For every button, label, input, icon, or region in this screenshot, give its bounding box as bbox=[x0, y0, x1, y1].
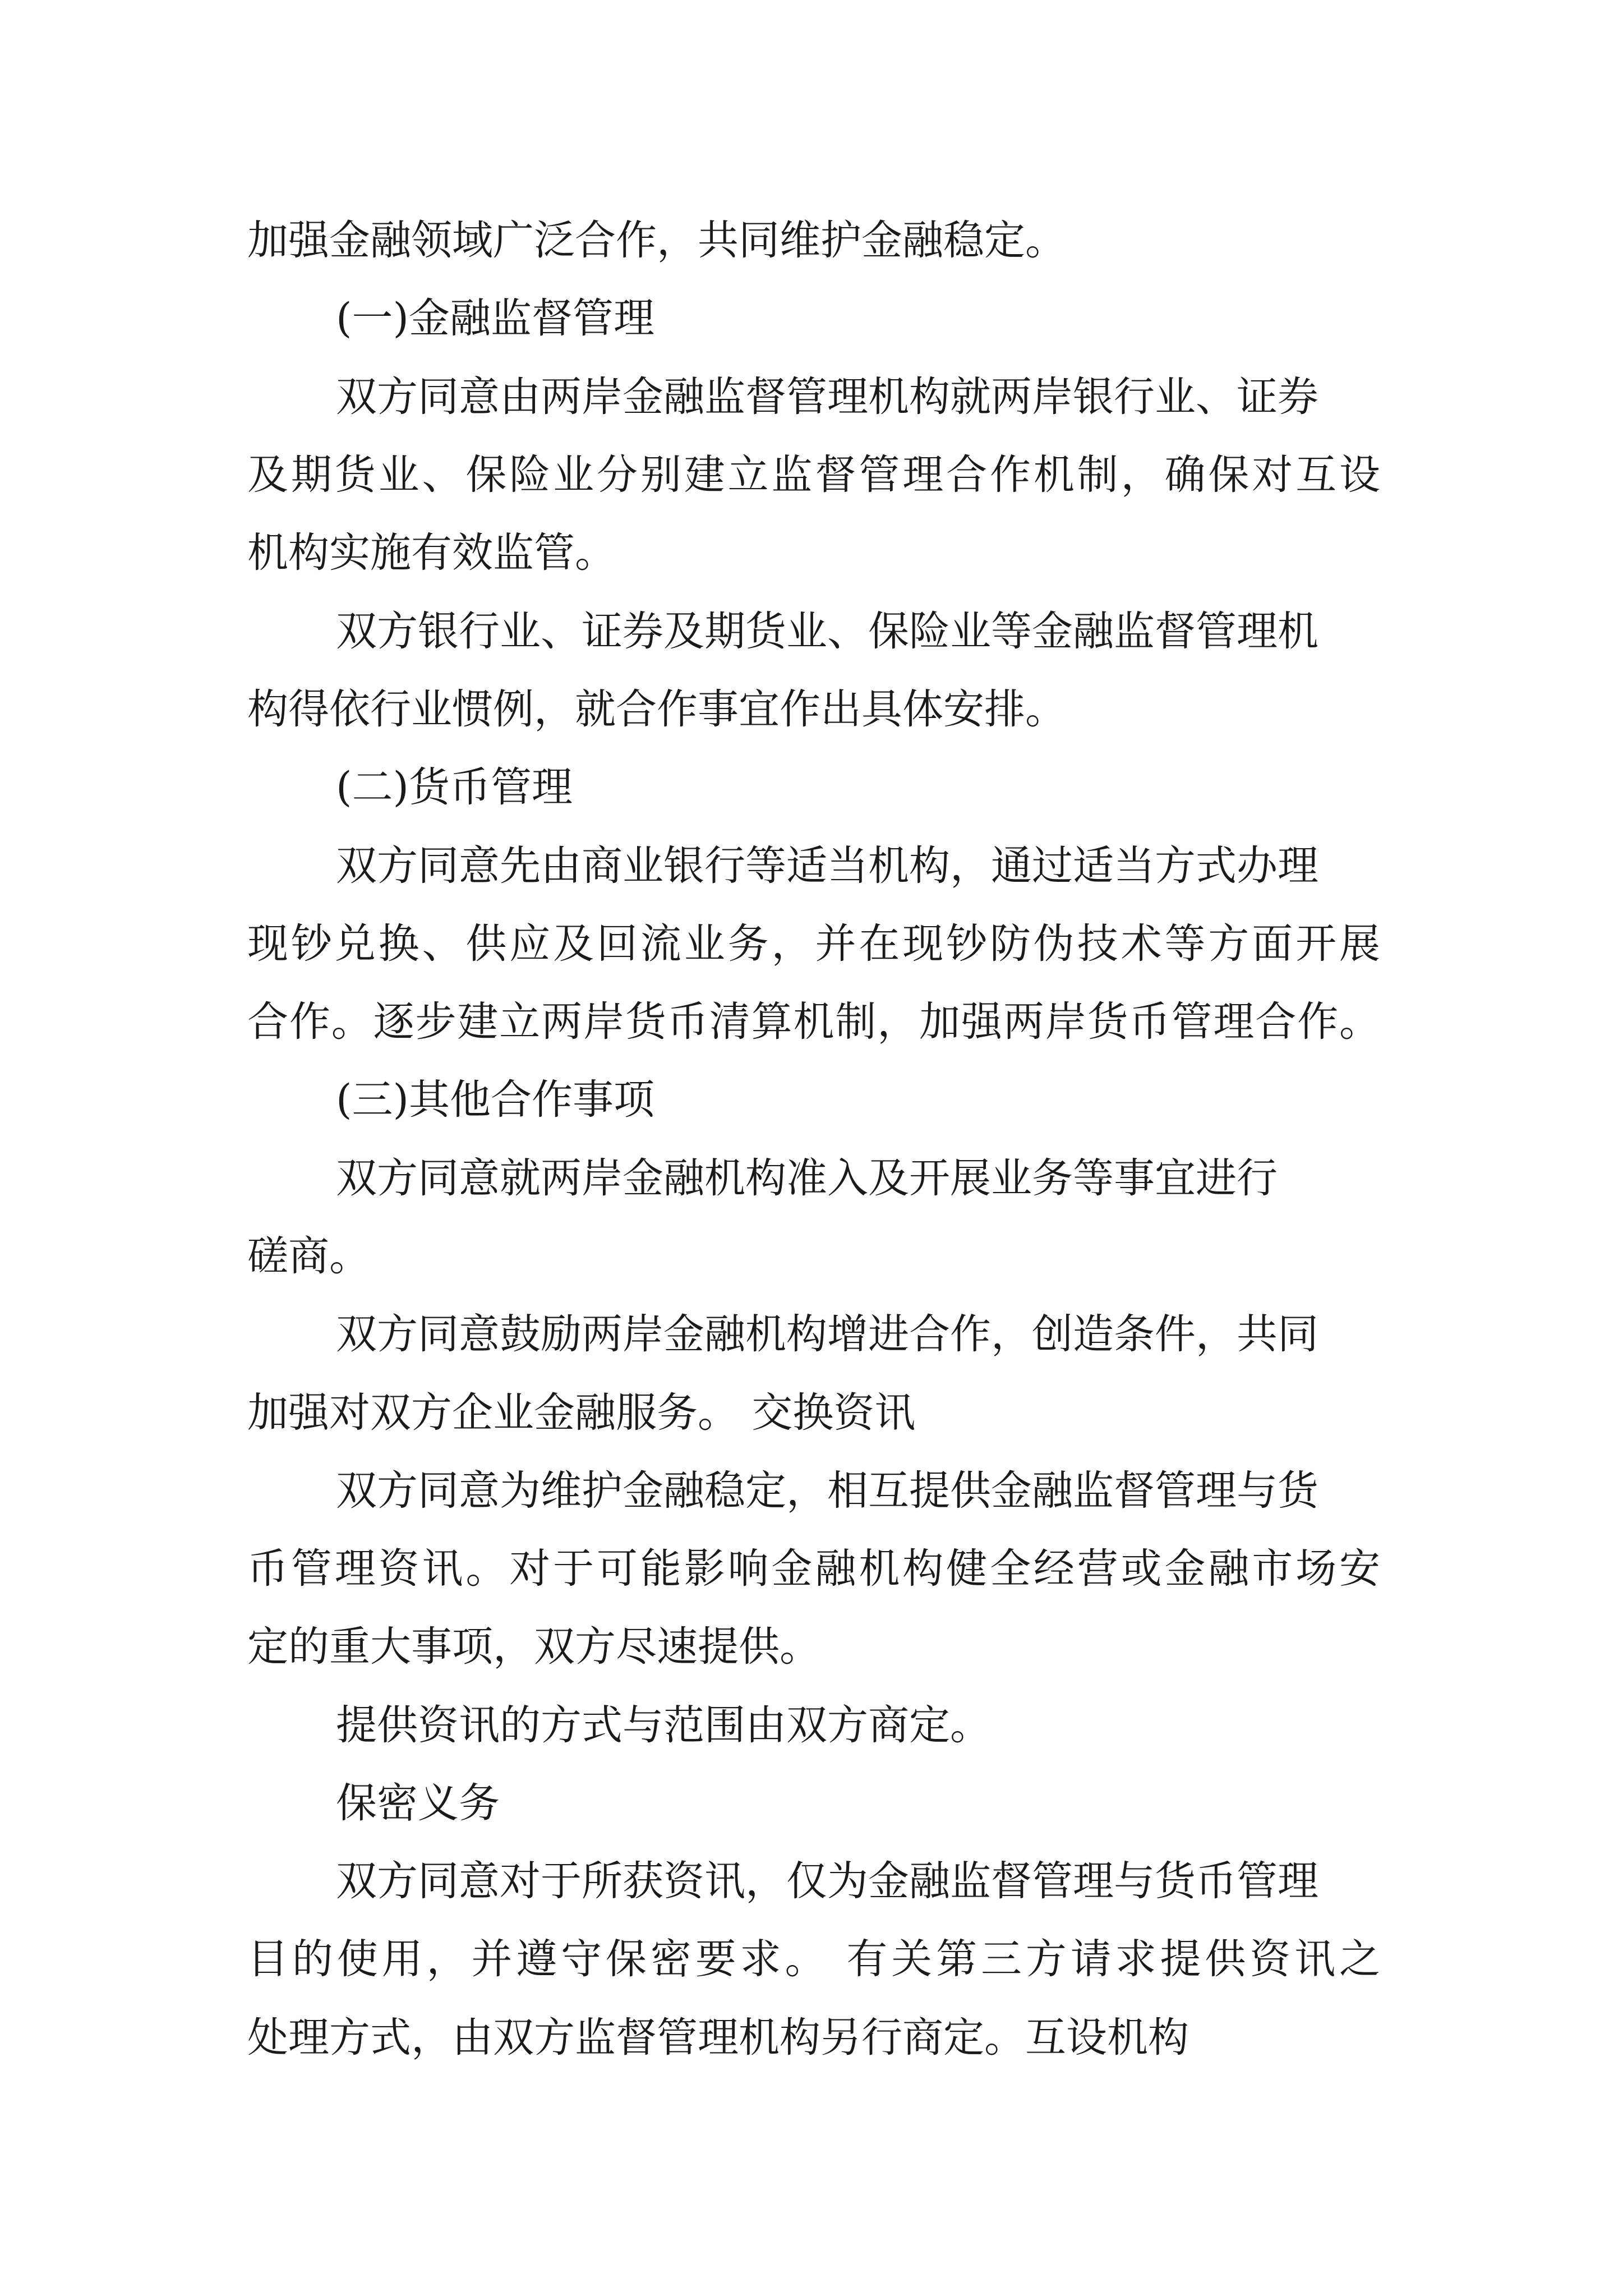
line-text: 保密义务 bbox=[336, 1779, 500, 1827]
line-text: 磋商。 bbox=[247, 1232, 370, 1280]
line-text: 提供资讯的方式与范围由双方商定。 bbox=[336, 1701, 991, 1749]
line-text: (一)金融监督管理 bbox=[336, 295, 654, 342]
line-text: 机构实施有效监管。 bbox=[247, 529, 616, 577]
section-heading bbox=[0, 1770, 1623, 1837]
line-text: 双方同意由两岸金融监督管理机构就两岸银行业、证券 bbox=[336, 373, 1318, 421]
paragraph-line bbox=[0, 676, 1623, 743]
section-heading bbox=[0, 1066, 1623, 1134]
paragraph-line bbox=[0, 832, 1623, 900]
section-heading bbox=[0, 754, 1623, 821]
line-text: 双方同意为维护金融稳定，相互提供金融监督管理与货 bbox=[336, 1467, 1318, 1515]
line-text: 加强金融领域广泛合作，共同维护金融稳定。 bbox=[247, 217, 1066, 264]
paragraph-line bbox=[0, 441, 1623, 509]
line-text: 双方同意对于所获资讯，仅为金融监督管理与货币管理 bbox=[336, 1857, 1318, 1905]
paragraph-line bbox=[0, 1535, 1623, 1603]
line-text: (三)其他合作事项 bbox=[336, 1076, 654, 1124]
paragraph-line bbox=[0, 207, 1623, 274]
paragraph-line bbox=[0, 1926, 1623, 1993]
line-text: 目的使用，并遵守保密要求。 有关第三方请求提供资讯之 bbox=[247, 1935, 1380, 1983]
line-text: 及期货业、保险业分别建立监督管理合作机制，确保对互设 bbox=[247, 451, 1380, 499]
line-text: 处理方式，由双方监督管理机构另行商定。互设机构 bbox=[247, 2014, 1189, 2062]
line-text: 双方同意就两岸金融机构准入及开展业务等事宜进行 bbox=[336, 1154, 1278, 1202]
paragraph-line bbox=[0, 598, 1623, 665]
line-text: 币管理资讯。对于可能影响金融机构健全经营或金融市场安 bbox=[247, 1545, 1380, 1593]
paragraph-line bbox=[0, 1301, 1623, 1368]
paragraph-line bbox=[0, 1613, 1623, 1681]
paragraph-line bbox=[0, 1457, 1623, 1525]
paragraph-line bbox=[0, 1223, 1623, 1290]
line-text: 加强对双方企业金融服务。 交换资讯 bbox=[247, 1389, 916, 1437]
line-text: 双方同意鼓励两岸金融机构增进合作，创造条件，共同 bbox=[336, 1310, 1318, 1358]
paragraph-line bbox=[0, 2004, 1623, 2072]
paragraph-line bbox=[0, 1379, 1623, 1447]
line-text: 双方银行业、证券及期货业、保险业等金融监督管理机 bbox=[336, 608, 1318, 655]
paragraph-line bbox=[0, 1692, 1623, 1759]
line-text: (二)货币管理 bbox=[336, 763, 573, 811]
paragraph-line bbox=[0, 910, 1623, 978]
paragraph-line bbox=[0, 988, 1623, 1056]
paragraph-line bbox=[0, 364, 1623, 431]
line-text: 现钞兑换、供应及回流业务，并在现钞防伪技术等方面开展 bbox=[247, 920, 1380, 968]
line-text: 构得依行业惯例，就合作事宜作出具体安排。 bbox=[247, 685, 1066, 733]
line-text: 双方同意先由商业银行等适当机构，通过适当方式办理 bbox=[336, 842, 1318, 890]
paragraph-line bbox=[0, 1848, 1623, 1915]
paragraph-line bbox=[0, 519, 1623, 587]
section-heading bbox=[0, 285, 1623, 352]
paragraph-line bbox=[0, 1145, 1623, 1212]
line-text: 定的重大事项，双方尽速提供。 bbox=[247, 1623, 820, 1671]
line-text: 合作。逐步建立两岸货币清算机制，加强两岸货币管理合作。 bbox=[247, 998, 1380, 1046]
